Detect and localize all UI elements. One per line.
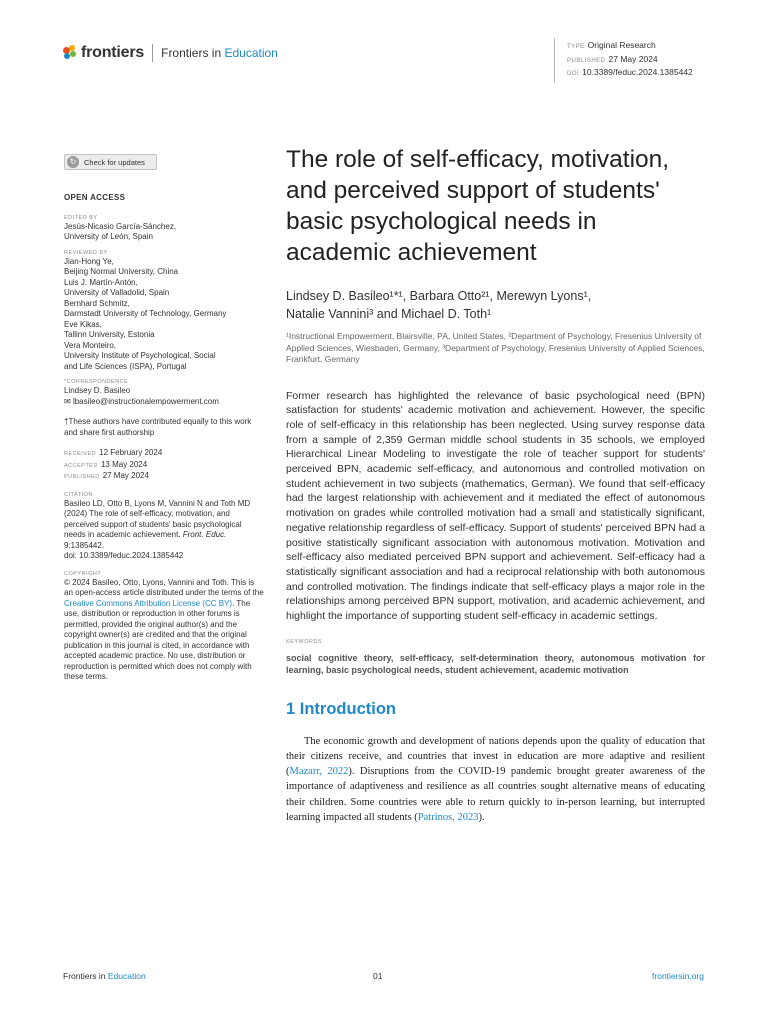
article-main xyxy=(286,144,705,825)
check-for-updates-button[interactable] xyxy=(64,154,157,170)
frontiers-logo-icon xyxy=(63,45,77,61)
check-for-updates-label: Check for updates xyxy=(84,157,145,167)
affiliations: ¹Instructional Empowerment, Blairsville, PA, United States, ²Department of Psychology, Fresenius University of Applied Sciences, Wiesbaden, Germany, ³Department of Psychology, Fresenius University of Applied Sciences, Frankfurt, Germany xyxy=(286,331,705,364)
article-published: PUBLISHED 27 May 2024 xyxy=(567,53,658,64)
frontiers-logo[interactable] xyxy=(63,44,278,62)
page-number: 01 xyxy=(373,971,383,981)
body-paragraph: The economic growth and development of nations depends upon the quality of education that their citizens receive, and countries that invest in education are more adaptive and resilient (Mazarr, 2022). Disruptions from the COVID-19 pandemic brought greater awareness of the importance of adaptiveness and resilience as all countries sought alternative means of educating their children. Some countries were able to return quickly to in-person learning, but interrupted learning impacted all students (Patrinos, 2023). xyxy=(286,735,706,823)
correspondence-name: Lindsey D. Basileo xyxy=(64,386,131,395)
correspondence-email[interactable]: ✉ lbasileo@instructionalempowerment.com xyxy=(64,396,219,406)
edited-by-block: EDITED BY Jesús-Nicasio García-Sánchez, University of León, Spain xyxy=(64,214,177,241)
keywords: social cognitive theory, self-efficacy, self-determination theory, autonomous motivation for learning, basic psychological needs, student achievement, academic motivation xyxy=(286,652,705,675)
citation-block: CITATION Basileo LD, Otto B, Lyons M, Vannini N and Toth MD (2024) The role of self-efficacy, motivation, and perceived support of students' basic psychological needs in academic achievement. Front. Educ. 9:1385442. doi: 10.3389/feduc.2024.1385442 xyxy=(64,491,264,562)
journal-name: Frontiers in Education xyxy=(161,46,278,60)
author-list: Lindsey D. Basileo¹*¹, Barbara Otto²¹, Merewyn Lyons¹, Natalie Vannini³ and Michael D. Toth¹ xyxy=(286,289,592,321)
open-access-label: OPEN ACCESS xyxy=(64,193,126,202)
article-meta xyxy=(554,38,693,83)
article-doi[interactable]: DOI 10.3389/feduc.2024.1385442 xyxy=(567,67,693,77)
logo-divider xyxy=(152,44,153,62)
envelope-icon: ✉ xyxy=(64,396,73,406)
cc-by-license-link[interactable]: Creative Commons Attribution License (CC BY) xyxy=(64,598,233,608)
reviewed-by-block: REVIEWED BY Jian-Hong Ye, Beijing Normal University, China Luis J. Martín-Antón, University of Valladolid, Spain Bernhard Schmitz, Darmstadt University of Technology, Germany Eve Kikas, Tallinn University, Estonia Vera Monteiro, University Institute of Psychological, Social and Life Sciences (ISPA), Portugal xyxy=(64,249,227,371)
dates-block: RECEIVED 12 February 2024 ACCEPTED 13 May 2024 PUBLISHED 27 May 2024 xyxy=(64,448,163,480)
article-sidebar xyxy=(64,193,264,689)
reference-link[interactable]: Patrinos, 2023 xyxy=(417,811,479,823)
abstract: Former research has highlighted the relevance of basic psychological need (BPN) satisfaction for students' academic motivation and achievement. However, the specific role of self-efficacy in this relationship has been neglected. Using survey response data from a sample of 2,359 German middle school students in 35 schools, we employed Hierarchical Linear Modeling to investigate the role of teacher support for students' perceived BPN, academic self-efficacy, and autonomous and controlled motivation on student achievement in two subjects (mathematics, German). We found that self-efficacy had the largest relationship with achievement and it mediated the effect of autonomous motivation on grades while controlled motivation had a small and statistically significant, negative relationship regardless of self-efficacy. Support of students' perceived BPN had a positive statistically significant association with autonomous motivation. Motivation and self-efficacy also mediated perceived BPN support and achievement. Self-efficacy had a statistically significant association and had a reciprocal relationship with both autonomous and controlled motivation. The findings indicate that self-efficacy plays a major role in the relationships among perceived BPN support, motivation, and academic achievement, and highlight the importance of supporting student self-efficacy in academic settings. xyxy=(286,389,705,623)
citation-doi: doi: 10.3389/feduc.2024.1385442 xyxy=(64,551,184,560)
reference-link[interactable]: Mazarr, 2022 xyxy=(289,766,349,778)
brand-name: frontiers xyxy=(81,44,145,61)
article-type: TYPE Original Research xyxy=(567,40,656,50)
correspondence-block: *CORRESPONDENCE Lindsey D. Basileo ✉ lbasileo@instructionalempowerment.com xyxy=(64,378,264,407)
equal-contribution-note: †These authors have contributed equally to this work and share first authorship xyxy=(64,417,252,437)
refresh-icon: ↻ xyxy=(67,156,79,168)
section-heading-introduction: 1 Introduction xyxy=(286,699,396,718)
keywords-heading: KEYWORDS xyxy=(286,638,323,645)
footer-journal: Frontiers in Education xyxy=(63,971,146,981)
copyright-block: COPYRIGHT © 2024 Basileo, Otto, Lyons, Vannini and Toth. This is an open-access article distributed under the terms of the Creative Commons Attribution License (CC BY). The use, distribution or reproduction in other forums is permitted, provided the original author(s) and the copyright owner(s) are credited and that the original publication in this journal is cited, in accordance with accepted academic practice. No use, distribution or reproduction is permitted which does not comply with these terms. xyxy=(64,570,264,681)
footer-site-link[interactable]: frontiersin.org xyxy=(652,971,704,981)
article-title: The role of self-efficacy, motivation, and perceived support of students' basic psychological needs in academic achievement xyxy=(286,146,670,266)
